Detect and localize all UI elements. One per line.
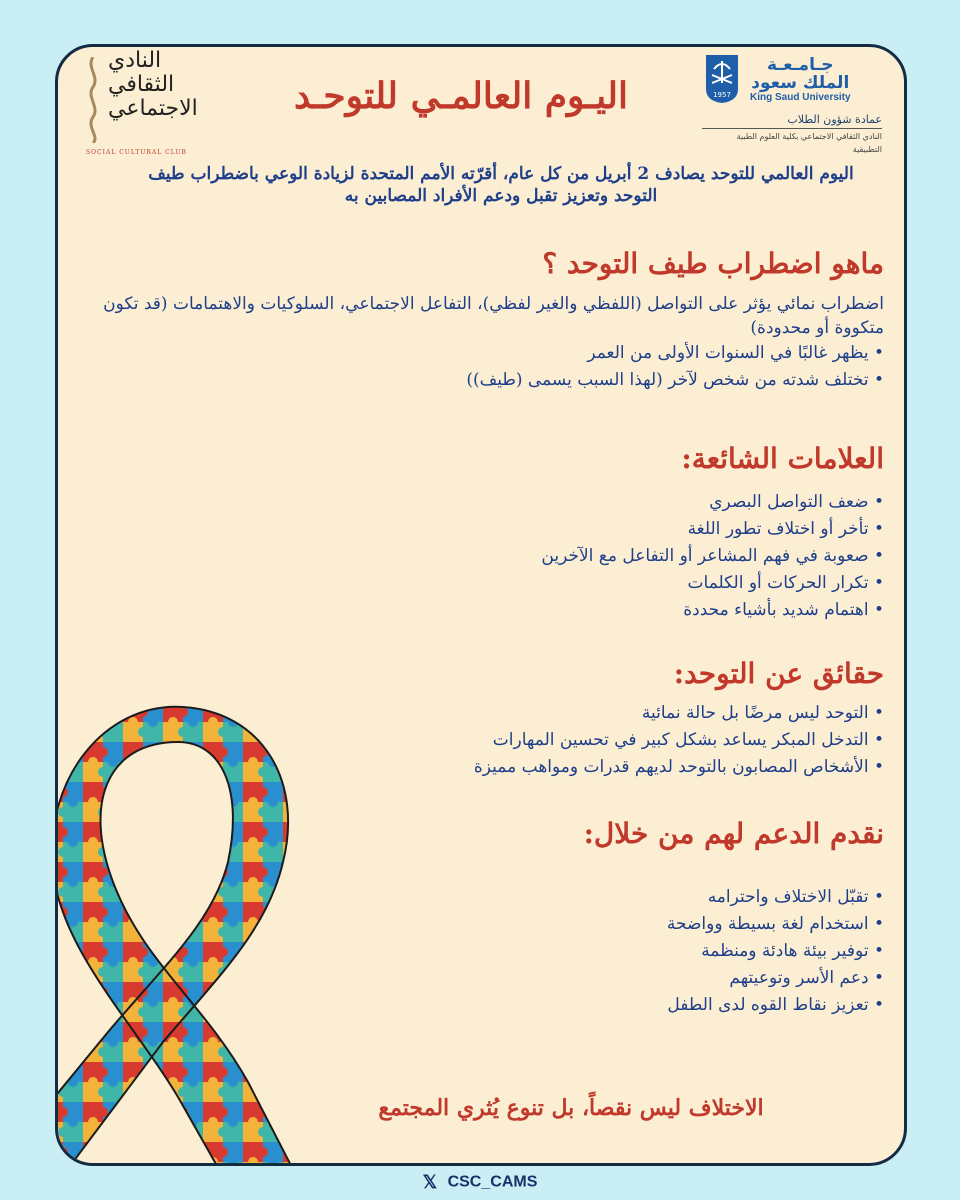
poster-card — [55, 44, 907, 1166]
list-item: • التوحد ليس مرضًا بل حالة نمائية — [78, 700, 884, 727]
page-title: اليـوم العالمـي للتوحـد — [293, 75, 629, 117]
list-item: • تكرار الحركات أو الكلمات — [78, 570, 884, 597]
section-heading-facts: حقائق عن التوحد: — [673, 657, 884, 690]
section-what-is — [78, 247, 884, 394]
ksu-emblem-year: 1957 — [713, 91, 731, 99]
footer-social-handle[interactable] — [0, 1172, 960, 1193]
list-item: • ضعف التواصل البصري — [78, 489, 884, 516]
list-item: • التدخل المبكر يساعد بشكل كبير في تحسين المهارات — [78, 727, 884, 754]
list-item: • تقبّل الاختلاف واحترامه — [78, 884, 884, 911]
support-list — [78, 884, 884, 1019]
ksu-emblem-icon — [702, 53, 742, 105]
section-heading-support: نقدم الدعم لهم من خلال: — [583, 817, 884, 850]
list-item: • استخدام لغة بسيطة وواضحة — [78, 911, 884, 938]
club-name-english: SOCIAL CULTURAL CLUB — [86, 149, 187, 156]
section-facts — [78, 657, 884, 781]
ksu-logo — [702, 53, 882, 155]
list-item: • دعم الأسر وتوعيتهم — [78, 965, 884, 992]
club-name-line1: النادي — [108, 48, 162, 73]
list-item: • اهتمام شديد بأشياء محددة — [78, 597, 884, 624]
club-name-line3: الاجتماعي — [108, 96, 198, 121]
list-item: • تعزيز نقاط القوه لدى الطفل — [78, 992, 884, 1019]
social-cultural-club-logo — [78, 49, 248, 156]
list-item: • تأخر أو اختلاف تطور اللغة — [78, 516, 884, 543]
college-club-label-line1: النادي الثقافي الاجتماعي بكلية العلوم الطبية — [736, 132, 882, 141]
section-signs — [78, 442, 884, 624]
list-item: • يظهر غالبًا في السنوات الأولى من العمر — [78, 340, 884, 367]
club-logo-mark-icon — [86, 57, 100, 143]
ksu-name-ar-line2: الملك سعود — [751, 72, 850, 93]
list-item: • توفير بيئة هادئة ومنظمة — [78, 938, 884, 965]
section-heading-signs: العلامات الشائعة: — [681, 442, 884, 475]
deanship-label: عمادة شؤون الطلاب — [702, 113, 882, 129]
social-handle: CSC_CAMS — [447, 1173, 538, 1191]
x-logo-icon: 𝕏 — [422, 1172, 438, 1192]
list-item: • الأشخاص المصابون بالتوحد لديهم قدرات ومواهب مميزة — [78, 754, 884, 781]
ksu-name-ar-line1: جـامـعـة — [767, 54, 834, 75]
college-club-label-line2: التطبيقية — [852, 145, 882, 154]
facts-list — [78, 700, 884, 781]
definition-text: اضطراب نمائي يؤثر على التواصل (اللفظي والغير لفظي)، التفاعل الاجتماعي، السلوكيات والاهتمامات (قد تكون متكووة أو محدودة) — [103, 294, 884, 338]
club-name-line2: الثقافي — [108, 72, 175, 97]
section-support — [78, 817, 884, 1019]
intro-text: اليوم العالمي للتوحد يصادف 2 أبريل من كل عام، أقرّته الأمم المتحدة لزيادة الوعي باضطراب طيف التوحد وتعزيز تقبل ودعم الأفراد المصابين به — [148, 164, 854, 206]
what-is-list — [78, 340, 884, 394]
list-item: • صعوبة في فهم المشاعر أو التفاعل مع الآخرين — [78, 543, 884, 570]
section-heading-what-is: ماهو اضطراب طيف التوحد ؟ — [542, 247, 884, 280]
signs-list — [78, 489, 884, 624]
list-item: • تختلف شدته من شخص لآخر (لهذا السبب يسمى (طيف)) — [78, 367, 884, 394]
closing-slogan: الاختلاف ليس نقصاً، بل تنوع يُثري المجتمع — [378, 1095, 764, 1121]
ksu-name-en: King Saud University — [750, 91, 851, 103]
